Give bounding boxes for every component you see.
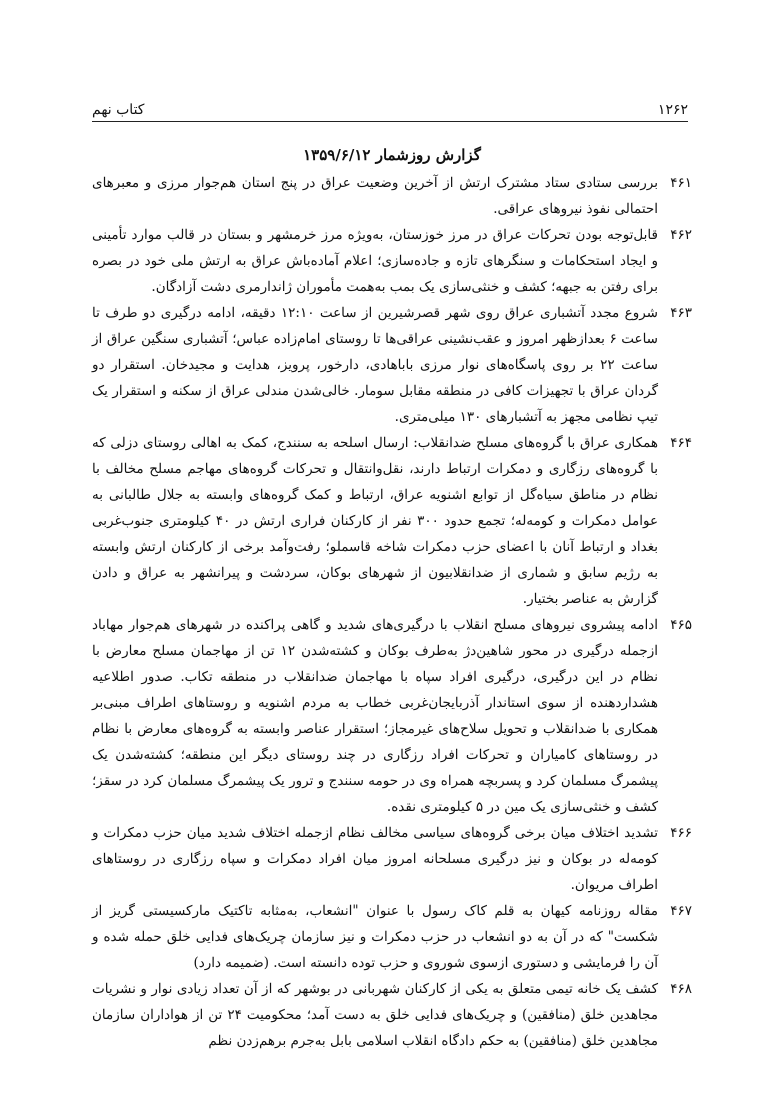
entry-462 <box>92 222 692 300</box>
entry-463 <box>92 300 692 430</box>
running-header <box>92 92 688 122</box>
entry-text: بررسی ستادی ستاد مشترک ارتش از آخرین وضعیت عراق در پنج استان هم‌جوار مرزی و معبرهای احتمالی نفوذ نیروهای عراقی. <box>92 175 658 217</box>
report-body <box>92 146 692 1054</box>
entry-text: قابل‌توجه بودن تحرکات عراق در مرز خوزستان، به‌ویژه مرز خرمشهر و بستان در قالب موارد تأمینی و ایجاد استحکامات و سنگرهای تازه و جاده‌سازی؛ اعلام آماده‌باش عراق به ارتش ملی خود در بصره برای رفتن به جبهه؛ کشف و خنثی‌سازی یک بمب به‌همت مأموران ژاندارمری دشت آزادگان. <box>92 227 658 295</box>
entry-465 <box>92 612 692 820</box>
entry-number: ۴۶۶ <box>670 825 692 841</box>
entry-text: کشف یک خانه تیمی متعلق به یکی از کارکنان شهربانی در بوشهر که از آن تعداد زیادی نوار و نشریات مجاهدین خلق (منافقین) و چریک‌های فدایی خلق به دست آمد؛ محکومیت ۲۴ تن از هواداران سازمان مجاهدین خلق (منافقین) به حکم دادگاه انقلاب اسلامی بابل به‌جرم برهم‌زدن نظم <box>92 981 658 1049</box>
page-number: ۱۲۶۲ <box>657 102 688 118</box>
entry-text: ادامه پیشروی نیروهای مسلح انقلاب با درگیری‌های شدید و گاهی پراکنده در شهرهای هم‌جوار مهاباد ازجمله درگیری در محور شاهین‌دژ به‌طرف بوکان و کشته‌شدن ۱۲ تن از مهاجمان مسلح معارض با نظام در این درگیری، درگیری افراد سپاه با مهاجمان ضدانقلاب در منطقه تکاب. صدور اطلاعیه هشداردهنده از سوی استاندار آذربایجان‌غربی خطاب به مردم اشنویه و روستاهای اطراف مبنی‌بر همکاری با ضدانقلاب و تحویل سلاح‌های غیرمجاز؛ استقرار عناصر وابسته به گروه‌های معارض با نظام در روستاهای کامیاران و تحرکات افراد رزگاری در چند روستای دیگر این منطقه؛ کشته‌شدن یک پیشمرگ مسلمان کرد و پسربچه همراه وی در حومه سنندج و ترور یک پیشمرگ مسلمان کرد در سقز؛ کشف و خنثی‌سازی یک مین در ۵ کیلومتری نقده. <box>92 617 658 815</box>
entry-text: مقاله روزنامه کیهان به قلم کاک رسول با عنوان "انشعاب، به‌مثابه تاکتیک مارکسیستی گریز از شکست" که در آن به دو انشعاب در حزب دمکرات و نیز سازمان چریک‌های فدایی خلق حمله شده و آن را فرمایشی و دستوری ازسوی شوروی و حزب توده دانسته است. (ضمیمه دارد) <box>92 903 658 971</box>
entry-468 <box>92 976 692 1054</box>
entry-text: تشدید اختلاف میان برخی گروه‌های سیاسی مخالف نظام ازجمله اختلاف شدید میان حزب دمکرات و کومه‌له در بوکان و نیز درگیری مسلحانه امروز میان افراد دمکرات و سپاه رزگاری در روستاهای اطراف مریوان. <box>92 825 658 893</box>
report-title: گزارش روزشمار ۱۳۵۹/۶/۱۲ <box>303 146 481 164</box>
entry-number: ۴۶۲ <box>670 227 692 243</box>
book-title: کتاب نهم <box>92 102 145 118</box>
entry-number: ۴۶۳ <box>670 305 692 321</box>
entry-number: ۴۶۴ <box>670 435 692 451</box>
entry-467 <box>92 898 692 976</box>
entry-number: ۴۶۸ <box>670 981 692 997</box>
entry-number: ۴۶۱ <box>670 175 692 191</box>
entry-text: شروع مجدد آتشباری عراق روی شهر قصرشیرین از ساعت ۱۲:۱۰ دقیقه، ادامه درگیری دو طرف تا ساعت ۶ بعدازظهر امروز و عقب‌نشینی عراقی‌ها تا روستای امام‌زاده عباس؛ آتشباری سنگین عراق از ساعت ۲۲ بر روی پاسگاه‌های نوار مرزی باباهادی، دارخور، پرویز، هدایت و مجیدخان. استقرار دو گردان عراق با تجهیزات کافی در منطقه مقابل سومار. خالی‌شدن مندلی عراق از سکنه و استقرار یک تیپ نظامی مجهز به آتشبارهای ۱۳۰ میلی‌متری. <box>92 305 658 425</box>
entry-464 <box>92 430 692 612</box>
entry-466 <box>92 820 692 898</box>
entry-number: ۴۶۵ <box>670 617 692 633</box>
entry-number: ۴۶۷ <box>670 903 692 919</box>
entry-461 <box>92 170 692 222</box>
entry-text: همکاری عراق با گروه‌های مسلح ضدانقلاب: ارسال اسلحه به سنندج، کمک به اهالی روستای دزلی که با گروه‌های رزگاری و دمکرات ارتباط دارند، نقل‌وانتقال و تحرکات گروه‌های مهاجم مسلح مخالف با نظام در مناطق سیاه‌گل از توابع اشنویه عراق، ارتباط و کمک گروه‌های وابسته به جلال طالبانی به عوامل دمکرات و کومه‌له؛ تجمع حدود ۳۰۰ نفر از کارکنان فراری ارتش در ۴۰ کیلومتری جنوب‌غربی بغداد و ارتباط آنان با اعضای حزب دمکرات شاخه قاسملو؛ رفت‌وآمد برخی از کارکنان ارتش وابسته به رژیم سابق و شماری از ضدانقلابیون از شهرهای بوکان، سردشت و پیرانشهر به عراق و دادن گزارش به عناصر بختیار. <box>92 435 659 607</box>
